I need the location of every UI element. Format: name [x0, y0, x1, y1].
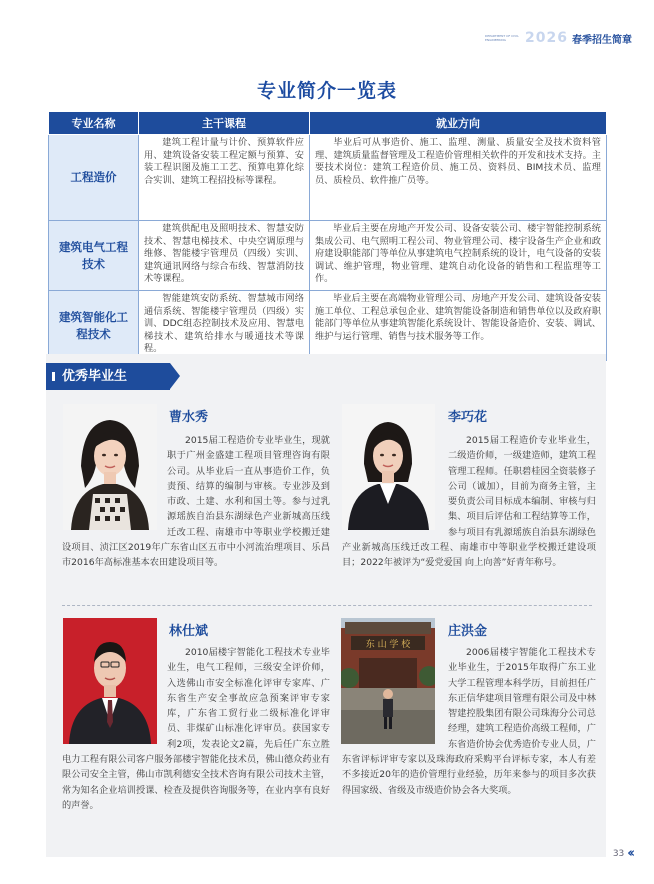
plaque-sign: 东 山 学 校	[365, 640, 411, 650]
header-title: 春季招生简章	[572, 34, 632, 46]
careers-text: 毕业后主要在房地产开发公司、设备安装公司、楼宇智能控制系统集成公司、电气照明工程公司、物业管理公司、楼宇设备生产企业和政府建设职能部门等单位从事建筑电气控制系统的设计，电气设备的安装调试、维护管理，物业管理、建筑自动化设备的销售和工程监理等工作。	[315, 223, 601, 285]
major-careers	[310, 291, 607, 361]
table-header-courses: 主干课程	[139, 112, 310, 135]
page-number-value: 33	[612, 848, 625, 859]
table-row	[49, 291, 607, 361]
major-careers	[310, 135, 607, 221]
graduates-banner	[46, 363, 170, 390]
table-header-careers: 就业方向	[310, 112, 607, 135]
section-divider	[62, 605, 592, 606]
table-row	[49, 135, 607, 221]
courses-text: 建筑供配电及照明技术、智慧安防技术、智慧电梯技术、中央空调原理与维修、智能楼宇管理员（四级）实训、建筑通讯网络与综合布线、智慧消防技术等课程。	[144, 223, 304, 285]
major-name: 建筑智能化工程技术	[49, 291, 139, 361]
header-subtitle: DEPARTMENT OF CIVIL ENGINEERING	[485, 34, 519, 42]
graduate-bio: 2015届工程造价专业毕业生，现就职于广州金盛建工程项目管理咨询有限公司。从毕业后一直从事造价工作，负责预、结算的编制与审核。专业涉及到市政、土建、水利和国土等。参与过乳源瑶族自治县东湖绿色产业新城高压线迁改工程、南雄市中等职业学校搬迁建设项目、浈江区2019年广东省山区五市中小河流治理项目、乐昌市2016年高标准基本农田建设项目等。	[62, 435, 330, 569]
major-name: 工程造价	[49, 135, 139, 221]
careers-text: 毕业后主要在高端物业管理公司、房地产开发公司、建筑设备安装施工单位、工程总承包企业、建筑智能设备制造和销售单位以及政府职能部门等单位从事建筑智能化系统设计、智能设备造价、安装、调试、维护与运行管理、销售与技术服务等工作。	[315, 293, 601, 342]
graduate-bio: 2015届工程造价专业毕业生，二级造价师，一级建造师，建筑工程管理工程师。任职碧桂园全资装修子公司（诚加），目前为商务主管，主要负责公司目标成本编制、审核与归集、项目后评估和工程结算等工作，参与项目有乳源瑶族自治县东湖绿色产业新城高压线迁改工程、南雄市中等职业学校搬迁建设项目；2022年被评为“爱党爱国 向上向善”好青年称号。	[342, 435, 596, 569]
graduate-name: 曹水秀	[169, 410, 209, 425]
page-title: 专业简介一览表	[256, 80, 397, 102]
graduate-bio-wrap	[342, 433, 596, 571]
graduate-name: 庄洪金	[448, 624, 488, 639]
banner-marker-icon	[52, 372, 55, 381]
graduate-bio-wrap	[62, 645, 330, 813]
text-wrap-spacer	[62, 433, 167, 533]
graduate-name: 李巧花	[448, 410, 488, 425]
table-header-row	[49, 112, 607, 135]
major-courses	[139, 221, 310, 291]
graduate-bio-wrap	[342, 645, 596, 798]
courses-text: 建筑工程计量与计价、预算软件应用、建筑设备安装工程定额与预算、安装工程识图及施工工艺、预算电算化综合实训、建筑工程招投标等课程。	[144, 137, 304, 186]
major-courses	[139, 135, 310, 221]
header-year: 2026	[525, 30, 568, 46]
page-number	[613, 846, 632, 861]
page-header	[485, 30, 632, 46]
courses-text: 智能建筑安防系统、智慧城市网络通信系统、智能楼宇管理员（四级）实训、DDC组态控制技术及应用、智慧电梯技术、建筑给排水与暖通技术等课程。	[144, 293, 304, 355]
graduate-bio-wrap	[62, 433, 330, 571]
majors-table	[48, 111, 607, 361]
graduates-title: 优秀毕业生	[62, 369, 128, 384]
major-careers	[310, 221, 607, 291]
text-wrap-spacer	[342, 433, 448, 533]
graduate-bio: 2006届楼宇智能化工程技术专业毕业生，于2015年取得广东工业大学工程管理本科学历，目前担任广东正信华建项目管理有限公司及中林智建控股集团有限公司珠海分公司总经理，建筑工程造价高级工程师，广东省造价协会优秀造价专业人员，广东省评标评审专家以及珠海政府采购平台评标专家，本人有差不多接近20年的造价管理行业经验，历年来参与的项目多次获得国家级、省级及市级造价协会各大奖项。	[342, 647, 596, 796]
double-chevron-left-icon: ‹‹	[627, 846, 632, 861]
graduate-bio: 2010届楼宇智能化工程技术专业毕业生，电气工程师，三级安全评价师，入选佛山市安全标准化评审专家库、广东省生产安全事故应急预案评审专家库，广东省工贸行业二级标准化评审员、非煤矿山标准化评审员。获国家专利2项，发表论文2篇，先后任广东立胜电力工程有限公司客户服务部楼宇智能化技术员，佛山德众药业有限公司安全主管，佛山市凯利德安全技术咨询有限公司技术主管，常为知名企业培训授课、检查及提供咨询服务等，在业内享有良好的声誉。	[62, 647, 330, 811]
careers-text: 毕业后可从事造价、施工、监理、测量、质量安全及技术资料管理、建筑质量监督管理及工程造价管理相关软件的开发和技术支持。主要技术岗位：建筑工程造价员、施工员、资料员、BIM技术员、监理员、质检员、软件推广员等。	[315, 137, 601, 186]
table-row	[49, 221, 607, 291]
text-wrap-spacer	[342, 645, 448, 745]
text-wrap-spacer	[62, 645, 167, 745]
table-header-major: 专业名称	[49, 112, 139, 135]
major-courses	[139, 291, 310, 361]
graduate-name: 林仕斌	[169, 624, 209, 639]
major-name: 建筑电气工程技术	[49, 221, 139, 291]
